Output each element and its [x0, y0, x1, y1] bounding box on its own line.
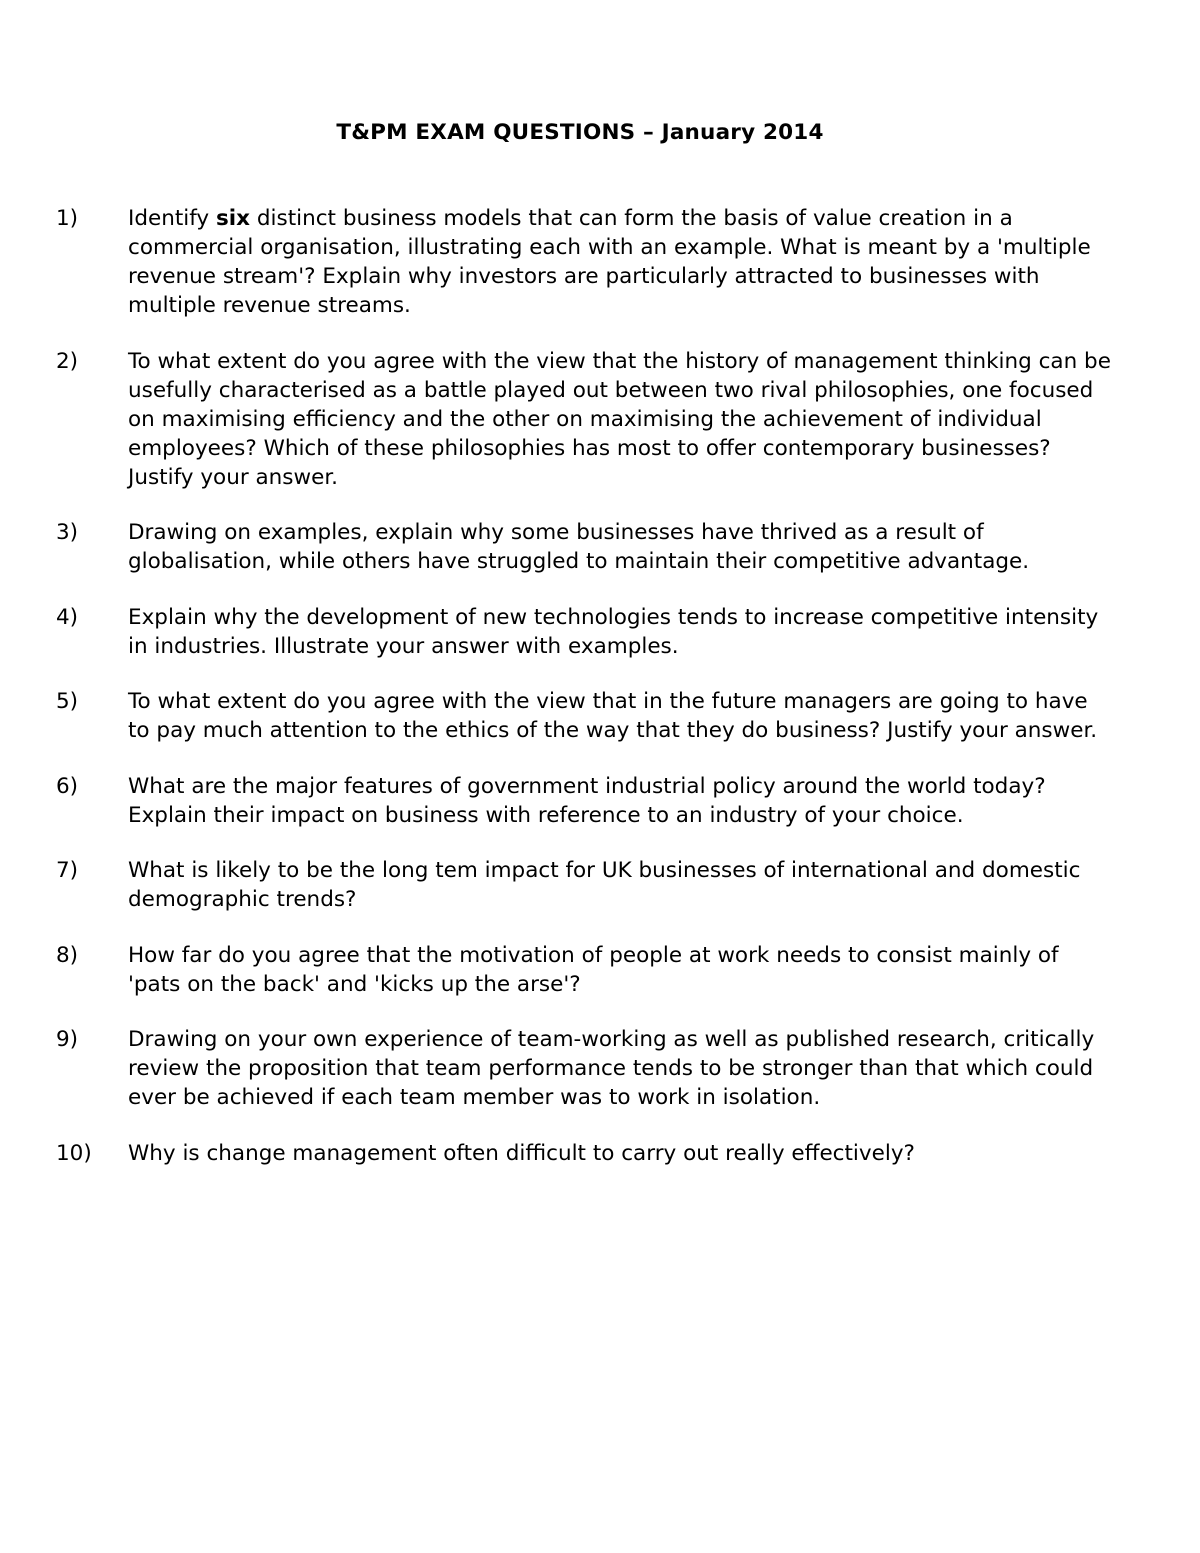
question-item-10: [56, 1139, 1116, 1168]
question-item-6: [56, 772, 1116, 830]
document-title: T&PM EXAM QUESTIONS – January 2014: [336, 120, 824, 145]
question-text: What are the major features of government industrial policy around the world today? Explain their impact on business with reference to an industry of your choice.: [128, 773, 1046, 828]
question-number: 3): [56, 520, 79, 545]
question-text-start: Identify: [128, 206, 216, 231]
question-text: Drawing on your own experience of team-working as well as published research, critically review the proposition that team performance tends to be stronger than that which could ever be achieved if each team member was to work in isolation.: [128, 1027, 1095, 1110]
question-item-2: [56, 347, 1116, 492]
question-emphasis: six: [216, 206, 251, 231]
question-number: 9): [56, 1027, 79, 1052]
question-number: 2): [56, 348, 79, 374]
question-number: 10): [56, 1140, 92, 1166]
question-text: To what extent do you agree with the view that the history of management thinking can be usefully characterised as a battle played out between two rival philosophies, one focused on maximising efficiency and the other on maximising the achievement of individual employees? Which of these philosophies has most to offer contemporary businesses? Justify your answer.: [128, 348, 1111, 490]
question-text: [128, 204, 1116, 320]
question-item-9: [56, 1025, 1116, 1112]
question-item-3: [56, 518, 1116, 576]
question-list: [56, 204, 1116, 1194]
question-item-4: [56, 603, 1116, 661]
question-text: Explain why the development of new technologies tends to increase competitive intensity in industries. Illustrate your answer with examples.: [128, 604, 1099, 659]
question-text: How far do you agree that the motivation of people at work needs to consist mainly of 'pats on the back' and 'kicks up the arse'?: [128, 942, 1059, 997]
question-number: 1): [56, 206, 79, 231]
question-number: 5): [56, 689, 79, 714]
question-item-5: [56, 687, 1116, 745]
question-number: 8): [56, 942, 79, 968]
question-text: To what extent do you agree with the view that in the future managers are going to have to pay much attention to the ethics of the way that they do business? Justify your answer.: [128, 689, 1098, 743]
question-number: 4): [56, 604, 79, 630]
question-item-8: [56, 941, 1116, 999]
question-text: Why is change management often difficult to carry out really effectively?: [128, 1140, 915, 1166]
question-item-7: [56, 856, 1116, 914]
question-number: 6): [56, 773, 79, 799]
question-text: Drawing on examples, explain why some businesses have thrived as a result of globalisation, while others have struggled to maintain their competitive advantage.: [128, 520, 1030, 574]
question-text-end: distinct business models that can form the basis of value creation in a commercial organisation, illustrating each with an example. What is meant by a 'multiple revenue stream'? Explain why investors are particularly attracted to businesses with multiple revenue streams.: [128, 206, 1091, 318]
question-item-1: [56, 204, 1116, 320]
question-text: What is likely to be the long tem impact for UK businesses of international and domestic demographic trends?: [128, 858, 1081, 912]
question-number: 7): [56, 858, 79, 883]
